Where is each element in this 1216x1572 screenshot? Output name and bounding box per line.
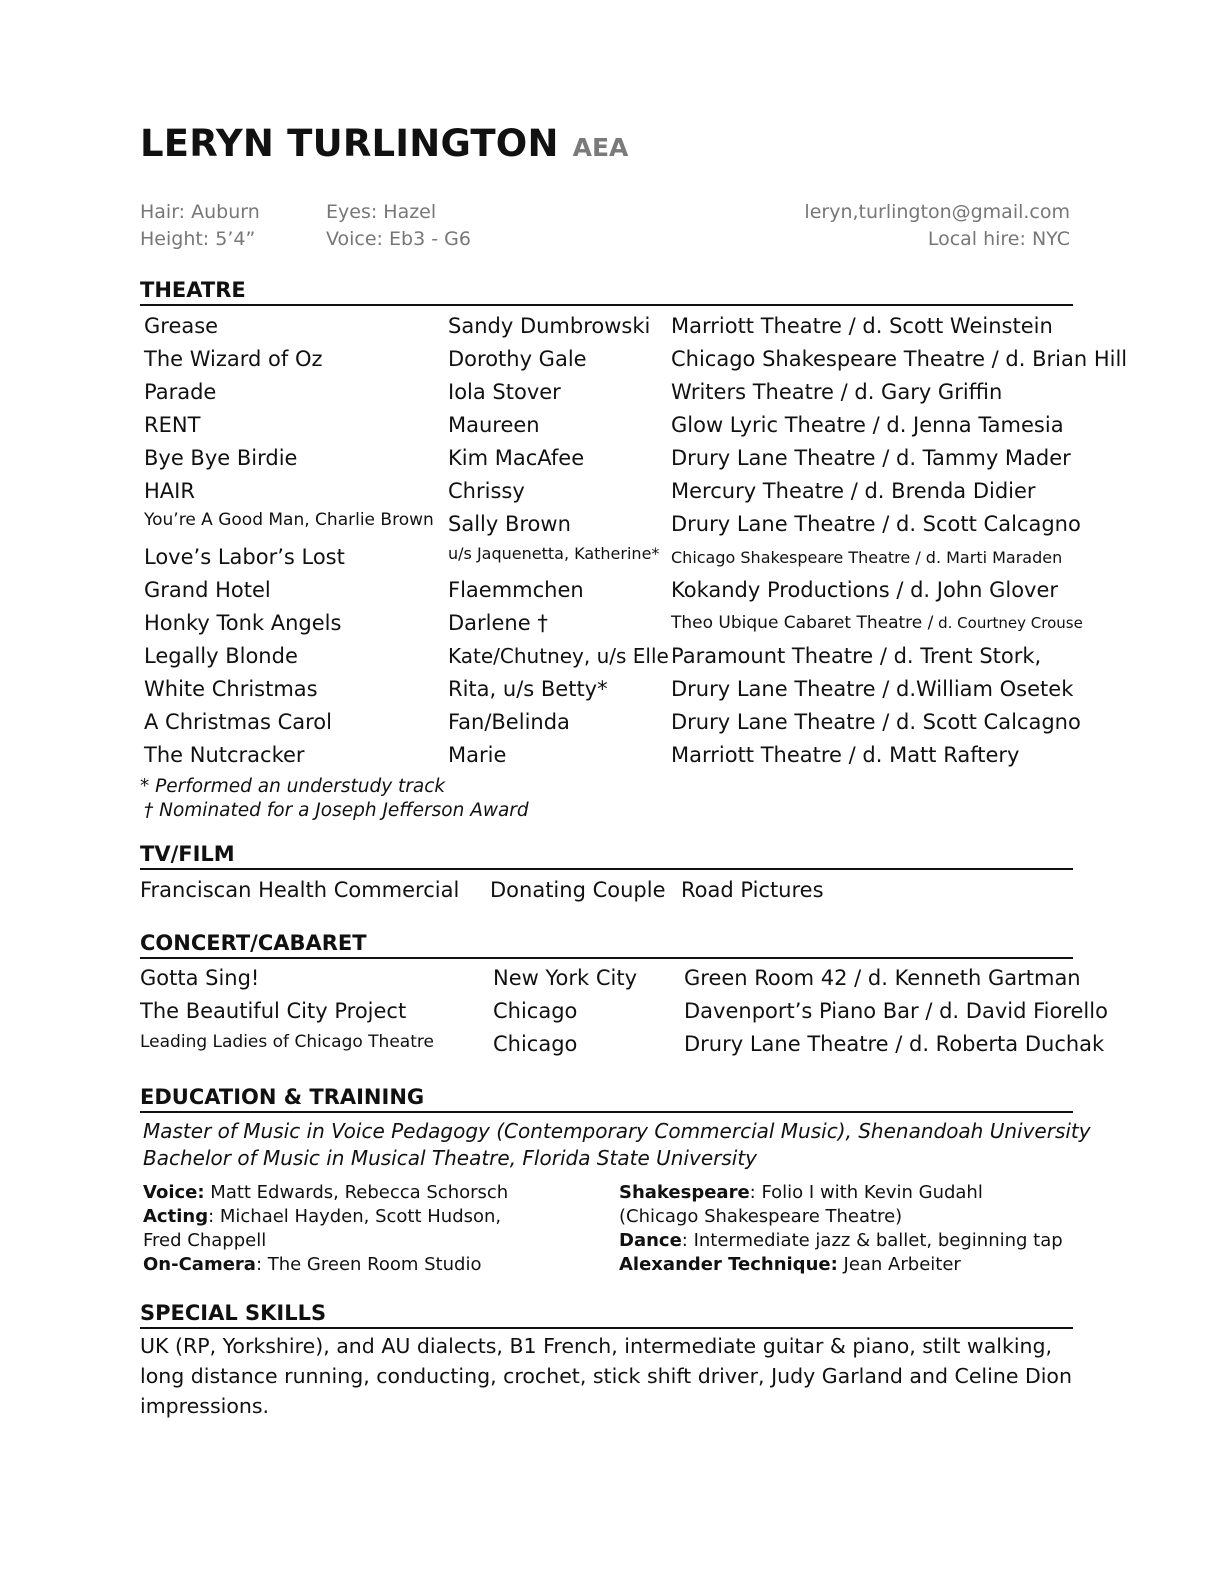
venue-director: Davenport’s Piano Bar / d. David Fiorello	[684, 999, 1108, 1023]
role: Maureen	[448, 413, 540, 437]
venue-director: Glow Lyric Theatre / d. Jenna Tamesia	[671, 413, 1064, 437]
table-row	[0, 541, 1216, 574]
table-row	[0, 962, 1216, 995]
city: Chicago	[493, 999, 578, 1023]
venue-director: Chicago Shakespeare Theatre / d. Brian Hill	[671, 347, 1128, 371]
name-line	[140, 122, 628, 165]
table-row	[0, 607, 1216, 640]
show-title: Gotta Sing!	[140, 966, 260, 990]
show-title: Bye Bye Birdie	[144, 446, 298, 470]
table-row	[0, 1028, 1216, 1061]
venue-director: Drury Lane Theatre / d. Scott Calcagno	[671, 710, 1081, 734]
role: Marie	[448, 743, 507, 767]
show-title: You’re A Good Man, Charlie Brown	[144, 510, 434, 530]
show-title: HAIR	[144, 479, 195, 503]
degree-masters: Master of Music in Voice Pedagogy (Contemporary Commercial Music), Shenandoah University	[143, 1119, 1091, 1143]
show-title: Honky Tonk Angels	[144, 611, 342, 635]
hair-color: Hair: Auburn	[140, 201, 260, 223]
tvfilm-heading: TV/FILM	[140, 841, 1073, 870]
union-affiliation: AEA	[572, 133, 629, 162]
role: Dorothy Gale	[448, 347, 587, 371]
show-title: Leading Ladies of Chicago Theatre	[140, 1032, 434, 1052]
role: Darlene †	[448, 611, 548, 635]
show-title: The Wizard of Oz	[144, 347, 323, 371]
role: Chrissy	[448, 479, 525, 503]
local-hire: Local hire: NYC	[927, 228, 1070, 250]
table-row	[0, 409, 1216, 442]
email: leryn,turlington@gmail.com	[804, 201, 1070, 223]
role: Kim MacAfee	[448, 446, 585, 470]
training-voice: Voice: Matt Edwards, Rebecca Schorsch	[143, 1182, 509, 1203]
table-row	[0, 310, 1216, 343]
skills-text: UK (RP, Yorkshire), and AU dialects, B1 French, intermediate guitar & piano, stilt walking, long distance running, conducting, crochet, stick shift driver, Judy Garland and Celine Dion impressions.	[140, 1334, 1072, 1418]
venue-director: Marriott Theatre / d. Matt Raftery	[671, 743, 1020, 767]
voice-range: Voice: Eb3 - G6	[326, 228, 471, 250]
venue-director: Chicago Shakespeare Theatre / d. Marti Maraden	[671, 548, 1063, 567]
concert-heading: CONCERT/CABARET	[140, 930, 1073, 959]
role: Fan/Belinda	[448, 710, 570, 734]
show-title: RENT	[144, 413, 201, 437]
role: Sally Brown	[448, 512, 571, 536]
show-title: Legally Blonde	[144, 644, 298, 668]
nomination-note: † Nominated for a Joseph Jefferson Award	[144, 800, 529, 821]
training-acting: Acting: Michael Hayden, Scott Hudson,	[143, 1206, 502, 1227]
table-row	[0, 995, 1216, 1028]
training-on-camera: On-Camera: The Green Room Studio	[143, 1254, 482, 1275]
venue-director	[671, 607, 1083, 640]
venue-director: Drury Lane Theatre / d. Tammy Mader	[671, 446, 1071, 470]
venue-director: Green Room 42 / d. Kenneth Gartman	[684, 966, 1081, 990]
role: u/s Jaquenetta, Katherine*	[448, 544, 660, 563]
role: Donating Couple	[490, 878, 666, 902]
understudy-note: * Performed an understudy track	[140, 776, 446, 797]
training-left	[143, 1181, 508, 1277]
education-heading: EDUCATION & TRAINING	[140, 1084, 1073, 1113]
show-title: The Beautiful City Project	[140, 999, 407, 1023]
show-title: Grand Hotel	[144, 578, 271, 602]
table-row	[0, 343, 1216, 376]
training-alexander: Alexander Technique: Jean Arbeiter	[619, 1254, 961, 1275]
table-row	[0, 739, 1216, 772]
venue-director: Drury Lane Theatre / d.William Osetek	[671, 677, 1074, 701]
table-row	[0, 673, 1216, 706]
training-shakespeare-cont: (Chicago Shakespeare Theatre)	[619, 1206, 903, 1227]
height: Height: 5’4”	[140, 228, 256, 250]
table-row	[0, 442, 1216, 475]
role: Rita, u/s Betty*	[448, 677, 608, 701]
role: Sandy Dumbrowski	[448, 314, 651, 338]
training-dance: Dance: Intermediate jazz & ballet, beginning tap	[619, 1230, 1063, 1251]
venue-director: Drury Lane Theatre / d. Roberta Duchak	[684, 1032, 1105, 1056]
show-title: Love’s Labor’s Lost	[144, 545, 345, 569]
training-right	[619, 1181, 1063, 1277]
venue-director: Drury Lane Theatre / d. Scott Calcagno	[671, 512, 1081, 536]
city: Chicago	[493, 1032, 578, 1056]
training-shakespeare: Shakespeare: Folio I with Kevin Gudahl	[619, 1182, 983, 1203]
table-row	[0, 706, 1216, 739]
production-company: Road Pictures	[681, 878, 824, 902]
degree-bachelors: Bachelor of Music in Musical Theatre, Florida State University	[143, 1146, 757, 1170]
show-title: Parade	[144, 380, 217, 404]
venue-name: Theo Ubique Cabaret Theatre /	[671, 613, 934, 633]
role: Flaemmchen	[448, 578, 584, 602]
venue-director: Writers Theatre / d. Gary Griffin	[671, 380, 1003, 404]
contact-column	[804, 199, 1070, 253]
table-row	[0, 574, 1216, 607]
show-title: The Nutcracker	[144, 743, 305, 767]
skills-heading: SPECIAL SKILLS	[140, 1300, 1073, 1329]
show-title: A Christmas Carol	[144, 710, 332, 734]
director-name: d. Courtney Crouse	[933, 614, 1083, 632]
performer-name: LERYN TURLINGTON	[140, 122, 559, 165]
table-row	[0, 874, 1216, 907]
venue-director: Paramount Theatre / d. Trent Stork,	[671, 644, 1042, 668]
stats-column-1	[140, 199, 260, 253]
role: Kate/Chutney, u/s Elle	[448, 644, 669, 668]
venue-director: Mercury Theatre / d. Brenda Didier	[671, 479, 1036, 503]
show-title: Grease	[144, 314, 219, 338]
venue-director: Kokandy Productions / d. John Glover	[671, 578, 1059, 602]
show-title: White Christmas	[144, 677, 318, 701]
table-row	[0, 376, 1216, 409]
role: Iola Stover	[448, 380, 561, 404]
eye-color: Eyes: Hazel	[326, 201, 437, 223]
table-row	[0, 640, 1216, 673]
training-acting-cont: Fred Chappell	[143, 1230, 267, 1251]
stats-column-2	[326, 199, 471, 253]
project-title: Franciscan Health Commercial	[140, 878, 460, 902]
theatre-heading: THEATRE	[140, 277, 1073, 306]
city: New York City	[493, 966, 637, 990]
venue-director: Marriott Theatre / d. Scott Weinstein	[671, 314, 1053, 338]
